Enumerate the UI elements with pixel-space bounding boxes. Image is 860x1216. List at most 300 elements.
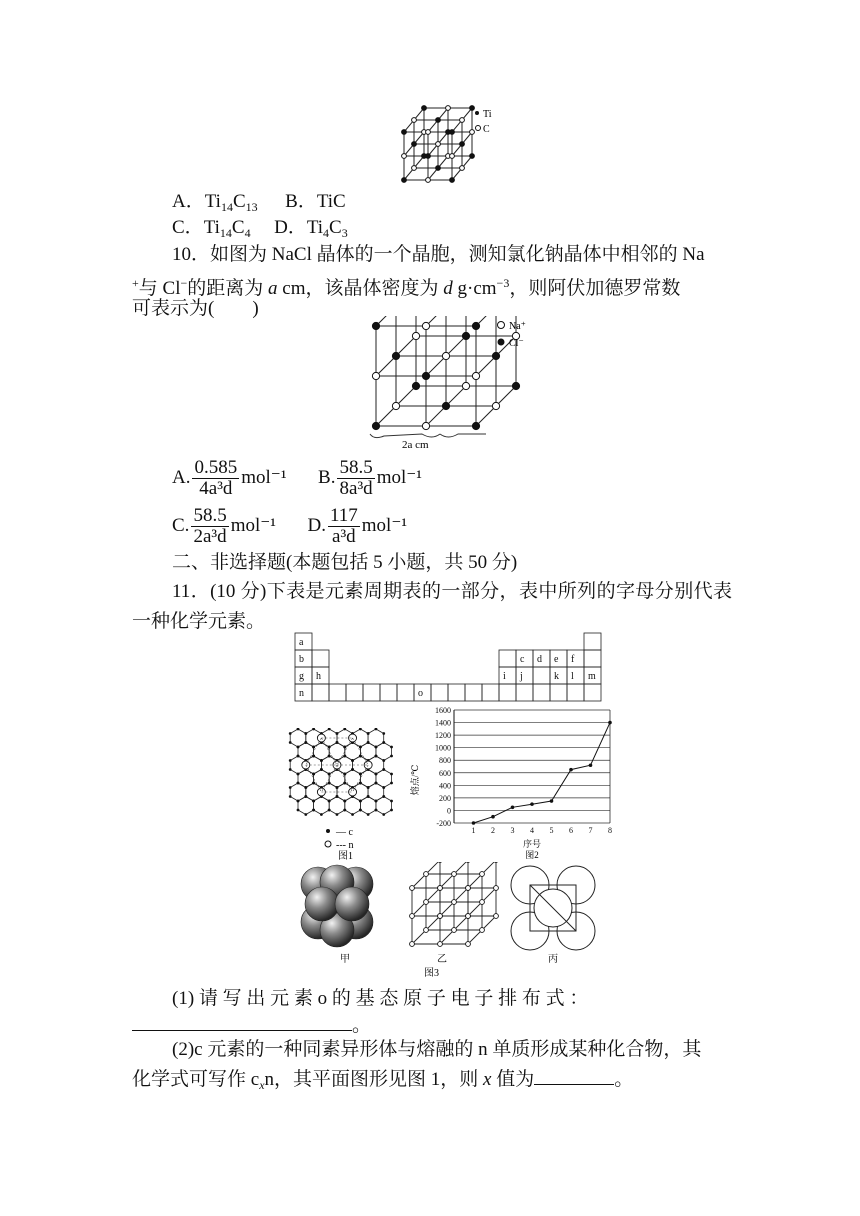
fig1-c-atom [312, 755, 315, 758]
periodic-cell [312, 650, 329, 667]
q10-text-line-3: 可表示为( ) [132, 298, 259, 319]
fig1-c-atom [382, 795, 385, 798]
chart-y-tick: 1000 [435, 743, 451, 753]
q10-var-d: d [443, 278, 453, 299]
fcc-atom [438, 942, 443, 947]
fcc-atom [452, 928, 457, 933]
q9-option-c-el1: Ti [203, 217, 220, 238]
fig1-c-atom [343, 755, 346, 758]
fig1-c-atom [382, 759, 385, 762]
q10-var-a: a [268, 278, 278, 299]
q10-cl-charge: − [180, 276, 188, 290]
q10-option-b-label: B. [318, 466, 336, 488]
q10-option-b-fraction [337, 458, 374, 499]
chart-y-tick: -200 [436, 819, 451, 828]
fig1-c-atom [297, 746, 300, 749]
fig1-c-atom [343, 773, 346, 776]
chart-y-tick: 1600 [435, 706, 451, 715]
q10-text-line-1: 10．如图为 NaCl 晶体的一个晶胞，测知氯化钠晶体中相邻的 Na [172, 244, 705, 265]
fig1-c-atom [359, 809, 362, 812]
periodic-cell [346, 684, 363, 701]
fig1-c-atom [312, 782, 315, 785]
periodic-cell [465, 684, 482, 701]
chart-x-tick: 2 [491, 826, 495, 835]
fcc-atom [452, 872, 457, 877]
ti-atom [436, 166, 441, 171]
fig1-c-atom [343, 809, 346, 812]
na-ion [422, 322, 429, 329]
periodic-letter-d: d [537, 654, 542, 665]
fig1-legend-n: --- n [336, 840, 354, 851]
periodic-cell [550, 650, 567, 667]
chart-x-tick-labels [472, 826, 613, 835]
ti-atom [450, 178, 455, 183]
fig1-c-atom [367, 813, 370, 816]
fig1-c-atom [343, 782, 346, 785]
fig1-c-atom [382, 786, 385, 789]
periodic-letter-e: e [554, 654, 559, 665]
periodic-letter-a: a [299, 637, 304, 648]
periodic-cell [363, 684, 380, 701]
ti-atom [402, 178, 407, 183]
q10-t2b: 的距离为 [187, 278, 269, 299]
c-legend-dot [476, 126, 481, 131]
periodic-cell [397, 684, 414, 701]
c-atom [412, 118, 417, 123]
ti-atom [412, 142, 417, 147]
fcc-atom [424, 872, 429, 877]
q10-option-d-num: 117 [329, 505, 358, 526]
q10-option-d-label: D. [307, 514, 326, 536]
fcc-atom [410, 886, 415, 891]
q10-option-b-unit: mol⁻¹ [376, 466, 423, 488]
fig1-c-atom [312, 728, 315, 730]
cl-ion [372, 422, 379, 429]
periodic-cell [567, 684, 584, 701]
chart-y-tick: 600 [439, 768, 451, 778]
fig3-cubic-cell [410, 862, 499, 946]
periodic-cell [584, 684, 601, 701]
periodic-cell [482, 684, 499, 701]
q11-part2-end: 。 [614, 1069, 634, 1090]
q11-part2-t3: 值为 [491, 1069, 535, 1090]
chart-x-tick: 6 [569, 826, 573, 835]
chart-x-tick: 8 [608, 826, 612, 835]
fig1-c-atom [289, 786, 292, 789]
fig1-n-atom [302, 761, 310, 769]
fcc-atom [466, 942, 471, 947]
cl-ion [472, 322, 479, 329]
q10-option-d-den: a³d [332, 526, 356, 547]
fig1-c-atom [359, 746, 362, 749]
c-atom [426, 130, 431, 135]
cl-legend-label: Cl⁻ [509, 338, 524, 349]
cl-ion [462, 332, 469, 339]
fcc-atom [494, 886, 499, 891]
q10-option-a-den: 4a³d [199, 478, 233, 499]
fcc-atom [438, 914, 443, 919]
fig1-c-atom [289, 768, 292, 771]
q9-option-a-sub1: 14 [220, 200, 233, 214]
cl-ion [392, 352, 399, 359]
fig1-c-atom [382, 768, 385, 771]
c-atom [446, 106, 451, 111]
fig1-c-atom [304, 795, 307, 798]
fig1-c-atom [351, 813, 354, 816]
q9-option-d-el1: Ti [306, 217, 324, 238]
chart-point [511, 806, 515, 810]
fig1-c-atom [320, 759, 323, 762]
ti-atom [470, 106, 475, 111]
c-atom [460, 118, 465, 123]
c-atom [450, 154, 455, 159]
chart-y-tick: 1400 [435, 718, 451, 728]
q10-option-c-fraction [191, 506, 228, 547]
chart-x-tick: 4 [530, 826, 534, 835]
fig1-c-atom [304, 732, 307, 735]
periodic-cell [533, 667, 550, 684]
c-atom [426, 178, 431, 183]
q10-option-row-1 [172, 458, 422, 499]
q11-part2-t1: 化学式可写作 c [132, 1069, 260, 1090]
q9-option-d-sub1: 4 [323, 226, 330, 240]
periodic-letter-g: g [299, 671, 304, 682]
na-ion [422, 422, 429, 429]
fig1-c-atom [297, 773, 300, 776]
q10-option-a-label: A. [172, 466, 191, 488]
fcc-atom [438, 886, 443, 891]
q9-option-a-sub2: 13 [245, 200, 258, 214]
fig1-c-atom [375, 809, 378, 812]
q10-option-row-2 [172, 506, 407, 547]
fig1-c-atom [375, 773, 378, 776]
chart-y-tick: 800 [439, 756, 451, 766]
q10-option-d-unit: mol⁻¹ [361, 514, 408, 536]
periodic-cell [516, 650, 533, 667]
fig1-c-atom [328, 782, 331, 785]
c-atom [402, 154, 407, 159]
na-ion [372, 372, 379, 379]
q11-part1-line: (1) 请 写 出 元 素 o 的 基 态 原 子 电 子 排 布 式 ： [172, 988, 589, 1009]
q9-option-c-sub1: 14 [219, 226, 232, 240]
periodic-table-fragment [294, 632, 606, 704]
q10-option-b-den: 8a³d [339, 478, 373, 499]
q9-option-c-sub2: 4 [244, 226, 251, 240]
ti-atom [402, 130, 407, 135]
chart-y-tick: 1200 [435, 731, 451, 741]
q10-exp: −3 [496, 276, 510, 290]
fig1-legend-c: — c [336, 827, 353, 838]
fcc-atom [424, 900, 429, 905]
fig1-c-atom [304, 786, 307, 789]
ti-atom [436, 118, 441, 123]
ti-legend-label: Ti [483, 109, 492, 120]
cl-legend-dot [498, 339, 505, 346]
fig1-c-atom [382, 813, 385, 816]
q10-option-c-label: C. [172, 514, 190, 536]
chart-point [472, 821, 476, 825]
q11-part1-end: 。 [352, 1015, 372, 1036]
chart-point [608, 721, 612, 725]
fig1-c-atom [328, 755, 331, 758]
fig1-c-atom [390, 809, 393, 812]
periodic-cell [499, 667, 516, 684]
chart-x-tick: 3 [510, 826, 515, 835]
q10-t2c: cm，该晶体密度为 [277, 278, 444, 299]
q10-na-charge: + [132, 276, 139, 290]
figure-3 [300, 862, 600, 980]
fig1-c-atom [320, 813, 323, 816]
fig1-c-atom [297, 809, 300, 812]
fig1-c-atom [359, 773, 362, 776]
cl-ion [412, 382, 419, 389]
fig1-c-atom [312, 809, 315, 812]
c-atom [436, 142, 441, 147]
fig3-caption: 图3 [424, 968, 439, 979]
na-legend-dot [498, 322, 505, 329]
q9-option-a-el1: Ti [204, 191, 221, 212]
q10-t2e: ，则阿伏加德罗常数 [509, 278, 681, 299]
periodic-cell [499, 650, 516, 667]
q11-intro: 11．(10 分)下表是元素周期表的一部分，表中所列的字母分别代表一种化学元素。 [132, 581, 732, 632]
c-atom [460, 166, 465, 171]
q11-part2-line-2 [132, 1064, 633, 1098]
periodic-cell [499, 684, 516, 701]
chart-x-axis-label: 序号 [522, 839, 542, 849]
ti-atom [422, 106, 427, 111]
na-ion [442, 352, 449, 359]
q10-option-d-fraction [328, 506, 360, 547]
cl-ion [442, 402, 449, 409]
c-legend-label: C [483, 124, 490, 135]
q10-option-c-unit: mol⁻¹ [230, 514, 276, 536]
fig1-c-atom [297, 755, 300, 758]
fcc-atom [480, 928, 485, 933]
q9-option-a-el2: C [232, 191, 246, 212]
fcc-atom [410, 942, 415, 947]
cl-ion [422, 372, 429, 379]
fcc-atom [480, 900, 485, 905]
q9-option-d-el2: C [329, 217, 342, 238]
fig3-label-jia: 甲 [340, 954, 350, 965]
nacl-crystal-figure [362, 316, 542, 450]
fig1-c-atom [359, 755, 362, 758]
ti-atom [460, 142, 465, 147]
periodic-cell [516, 667, 533, 684]
fig3-label-bing: 丙 [548, 954, 558, 965]
chart-y-tick: 400 [439, 781, 451, 791]
fig1-legend-c-dot [326, 829, 330, 833]
q11-part2-t2: n，其平面图形见图 1，则 [264, 1069, 484, 1090]
q10-option-c-num: 58.5 [193, 505, 227, 526]
fig1-c-atom [359, 800, 362, 803]
q9-option-c-label: C． [172, 217, 204, 238]
periodic-cell [312, 684, 329, 701]
q9-option-d-label: D． [274, 217, 307, 238]
ti-atom [470, 154, 475, 159]
periodic-letter-m: m [588, 671, 596, 682]
fig1-c-atom [375, 755, 378, 758]
q9-option-d-sub2: 3 [341, 226, 348, 240]
figure-1-lattice [288, 728, 404, 860]
c-atom [470, 130, 475, 135]
fig1-c-atom [375, 800, 378, 803]
chart-point [569, 768, 573, 772]
periodic-cell [533, 684, 550, 701]
fig1-c-atom [297, 728, 300, 730]
chart-point [530, 802, 534, 806]
q11-part1-answer-blank[interactable] [132, 1010, 352, 1031]
ti-atom [426, 154, 431, 159]
fig1-c-atom [289, 795, 292, 798]
periodic-letter-l: l [571, 671, 574, 682]
na-legend-label: Na⁺ [509, 321, 526, 332]
ti-c-crystal-figure [392, 100, 512, 188]
fig1-c-atom [390, 746, 393, 749]
chart-y-tick-labels [435, 706, 451, 828]
na-ion [392, 402, 399, 409]
q9-option-a-label: A． [172, 191, 205, 212]
nacl-dimension-label: 2a cm [402, 439, 429, 450]
fig1-c-atom [336, 795, 339, 798]
chart-x-tick: 7 [588, 826, 593, 835]
fig1-c-atom [359, 782, 362, 785]
q9-option-b-label: B． [285, 191, 317, 212]
fig1-c-atom [328, 809, 331, 812]
fig1-c-atom [336, 741, 339, 744]
fig1-c-atom [328, 773, 331, 776]
q11-part2-x: x [483, 1069, 492, 1090]
periodic-cell [380, 684, 397, 701]
chart-y-axis-label: 熔点/℃ [410, 764, 420, 796]
fig1-c-atom [343, 746, 346, 749]
fig1-c-atom [390, 800, 393, 803]
periodic-letter-h: h [316, 671, 321, 682]
fcc-atom [452, 900, 457, 905]
chart-y-tick: 200 [439, 793, 451, 803]
cl-ion [512, 382, 519, 389]
chart-point [589, 763, 593, 767]
fig1-c-atom [367, 732, 370, 735]
fig1-c-atom [367, 786, 370, 789]
chart-x-tick: 1 [471, 826, 476, 835]
ti-legend-dot [475, 111, 479, 115]
fig1-c-atom [351, 768, 354, 771]
chart-y-tick: 0 [447, 806, 451, 816]
fig1-c-atom [289, 741, 292, 744]
chart-x-tick: 5 [549, 826, 554, 835]
na-ion [412, 332, 419, 339]
q10-option-a-num: 0.585 [194, 457, 238, 478]
fig1-c-atom [328, 746, 331, 749]
q11-part1-answer-line [132, 1010, 371, 1039]
periodic-letter-f: f [571, 654, 575, 665]
q11-part2-x-sub: x [259, 1078, 265, 1092]
cl-ion [492, 352, 499, 359]
fig1-legend-n-dot [325, 841, 331, 847]
fig1-c-atom [289, 759, 292, 762]
fig1-c-atom [382, 741, 385, 744]
periodic-cell [567, 650, 584, 667]
fig1-c-atom [336, 813, 339, 816]
fig3-face-circles [511, 866, 595, 950]
fig1-c-atom [390, 782, 393, 785]
fig1-c-atom [297, 800, 300, 803]
q11-part2-line-1: (2)c 元素的一种同素异形体与熔融的 n 单质形成某种化合物，其 [172, 1039, 702, 1060]
na-ion [472, 372, 479, 379]
cl-ion [472, 422, 479, 429]
q10-t2d: g·cm [452, 278, 497, 299]
fig1-c-atom [312, 773, 315, 776]
q10-option-c-den: 2a³d [193, 526, 227, 547]
periodic-cell [584, 650, 601, 667]
fig1-c-atom [367, 795, 370, 798]
fig1-c-atom [343, 800, 346, 803]
figure-2-chart [404, 700, 618, 864]
chart-point [491, 815, 495, 819]
fcc-atom [466, 886, 471, 891]
periodic-letter-c: c [520, 654, 525, 665]
fig1-c-atom [390, 773, 393, 776]
fig1-c-atom [328, 800, 331, 803]
fig1-c-atom [367, 741, 370, 744]
fig1-c-atom [304, 813, 307, 816]
periodic-letter-i: i [503, 671, 506, 682]
fig1-c-atom [320, 768, 323, 771]
periodic-cell [550, 684, 567, 701]
fig1-caption: 图1 [338, 851, 353, 860]
fig1-c-atom [304, 741, 307, 744]
nacl-dimension-brace-left [370, 434, 440, 438]
fcc-atom [494, 914, 499, 919]
fcc-atom [410, 914, 415, 919]
periodic-cell [584, 633, 601, 650]
q10-option-a-unit: mol⁻¹ [241, 466, 287, 488]
nacl-dimension-brace-right [440, 434, 486, 437]
periodic-cell [567, 667, 584, 684]
q9-option-b-text: TiC [316, 191, 346, 212]
fig2-caption: 图2 [525, 850, 539, 860]
q10-t2a: 与 Cl [138, 278, 181, 299]
na-ion [462, 382, 469, 389]
q10-option-a-fraction [192, 458, 239, 499]
chart-point [550, 799, 554, 803]
c-atom [412, 166, 417, 171]
periodic-letter-o: o [418, 688, 423, 699]
periodic-cell [431, 684, 448, 701]
fig1-c-atom [375, 782, 378, 785]
periodic-cell [295, 633, 312, 650]
fig1-c-atom [312, 800, 315, 803]
fcc-atom [480, 872, 485, 877]
fig1-c-atom [297, 782, 300, 785]
fig3-sphere-packing [301, 865, 373, 947]
periodic-cell [448, 684, 465, 701]
fig1-c-atom [336, 786, 339, 789]
q11-part2-answer-blank[interactable] [534, 1064, 614, 1085]
fig1-c-atom [289, 732, 292, 735]
fig3-label-yi: 乙 [437, 954, 447, 965]
fig1-c-atom [312, 746, 315, 749]
fcc-atom [466, 914, 471, 919]
periodic-cell [516, 684, 533, 701]
q10-option-b-num: 58.5 [339, 457, 373, 478]
fcc-atom [424, 928, 429, 933]
fig1-c-atom [351, 759, 354, 762]
na-ion [492, 402, 499, 409]
periodic-letter-j: j [520, 671, 523, 682]
fig1-c-atom [336, 732, 339, 735]
